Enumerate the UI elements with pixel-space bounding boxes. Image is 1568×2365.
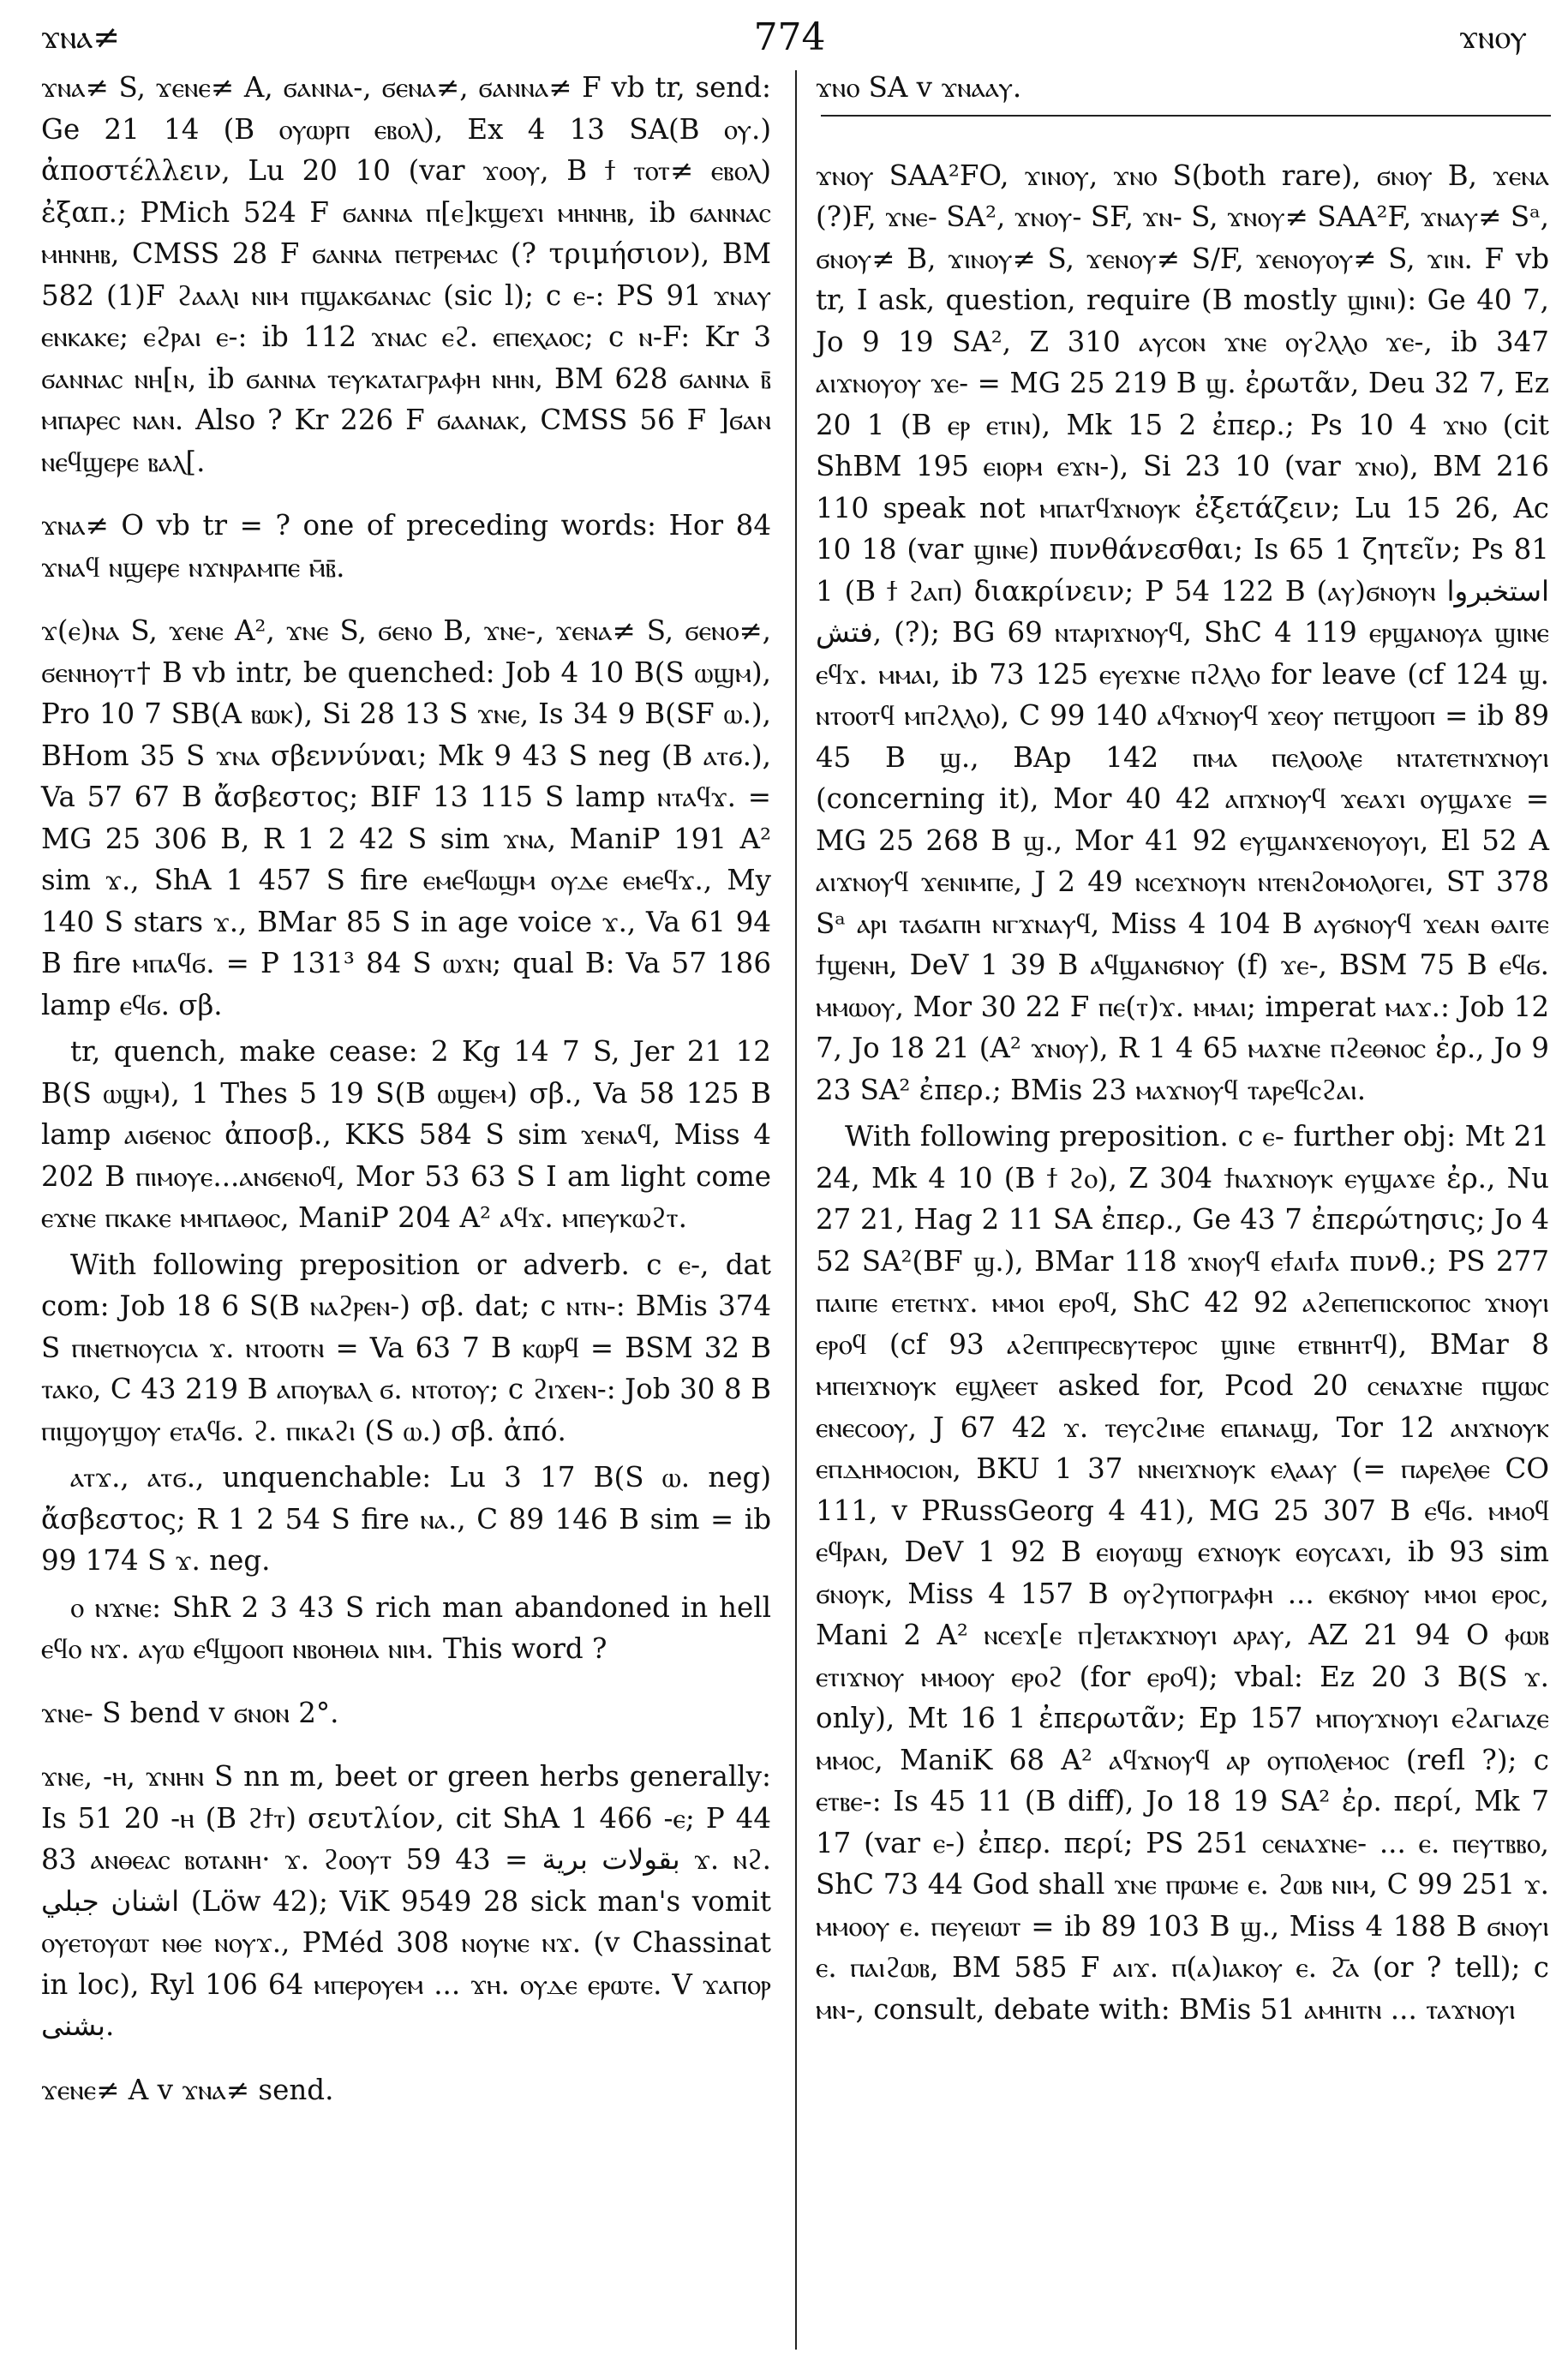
column-divider xyxy=(795,70,797,2350)
entry-jnou-prepositions: With following preposition. c ⲉ- further obj: Mt 21 24, Mk 4 10 (B ϯ ϩⲟ), Z 304 ϯⲛⲁϫⲛⲟⲩⲕ ⲉⲩϣⲁϫⲉ ἐρ., Nu 27 21, Hag 2 11 SA ἐπερ., Ge 43 7 ἐπερώτησις; Jo 4 52 SA²(BF ϣ.), BMar 118 ϫⲛⲟⲩϥ ⲉϯⲁⲓϯⲁ πυνθ.; PS 277 ⲡⲁⲓⲡⲉ ⲉⲧⲉⲧⲛϫ. ⲙⲙⲟⲓ ⲉⲣⲟϥ, ShC 42 92 ⲁϩⲉⲡⲉⲡⲓⲥⲕⲟⲡⲟⲥ ϫⲛⲟⲩⲓ ⲉⲣⲟϥ (cf 93 ⲁϩⲉⲡⲡⲣⲉⲥⲃⲩⲧⲉⲣⲟⲥ ϣⲓⲛⲉ ⲉⲧⲃⲏⲏⲧϥ), BMar 8 ⲙⲡⲉⲓϫⲛⲟⲩⲕ ⲉϣⲗⲉⲉⲧ asked for, Pcod 20 ⲥⲉⲛⲁϫⲛⲉ ⲡϣⲱⲥ ⲉⲛⲉⲥⲟⲟⲩ, J 67 42 ϫ. ⲧⲉⲩⲥϩⲓⲙⲉ ⲉⲡⲁⲛⲁϣ, Tor 12 ⲁⲛϫⲛⲟⲩⲕ ⲉⲡⲇⲏⲙⲟⲥⲓⲟⲛ, BKU 1 37 ⲛⲛⲉⲓϫⲛⲟⲩⲕ ⲉⲗⲁⲁⲩ (= ⲡⲁⲣⲉⲗⲑⲉ CO 111, v PRussGeorg 4 41), MG 25 307 B ⲉϥϭ. ⲙⲙⲟϥ ⲉϥⲣⲁⲛ, DeV 1 92 B ⲉⲓⲟⲩⲱϣ ⲉϫⲛⲟⲩⲕ ⲉⲟⲩⲥⲁϫⲓ, ib 93 sim ϭⲛⲟⲩⲕ, Miss 4 157 B ⲟⲩϩⲩⲡⲟⲅⲣⲁⲫⲏ ... ⲉⲕϭⲛⲟⲩ ⲙⲙⲟⲓ ⲉⲣⲟⲥ, Mani 2 A² ⲛⲥⲉϫ[ⲉ ⲡ]ⲉⲧⲁⲕϫⲛⲟⲩⲓ ⲁⲣⲁⲩ, AZ 21 94 O ⲫⲱⲃ ⲉⲧⲓϫⲛⲟⲩ ⲙⲙⲟⲟⲩ ⲉⲣⲟϩ (for ⲉⲣⲟϥ); vbal: Ez 20 3 B(S ϫ. only), Mt 16 1 ἐπερωτᾶν; Ep 157 ⲙⲡⲟⲩϫⲛⲟⲩⲓ ⲉϩⲁⲅⲓⲁⲍⲉ ⲙⲙⲟⲥ, ManiK 68 A² ⲁϥϫⲛⲟⲩϥ ⲁⲣ ⲟⲩⲡⲟⲗⲉⲙⲟⲥ (refl ?); c ⲉⲧⲃⲉ-: Is 45 11 (B diff), Jo 18 19 SA² ἐρ. περί, Mk 7 17 (var ⲉ-) ἐπερ. περί; PS 251 ⲥⲉⲛⲁϫⲛⲉ- ... ⲉ. ⲡⲉⲩⲧⲃⲃⲟ, ShC 73 44 God shall ϫⲛⲉ ⲡⲣⲱⲙⲉ ⲉ. ϩⲱⲃ ⲛⲓⲙ, C 99 251 ϫ. ⲙⲙⲟⲟⲩ ⲉ. ⲡⲉⲩⲉⲓⲱⲧ = ib 89 103 B ϣ., Miss 4 188 B ϭⲛⲟⲩⲓ ⲉ. ⲡⲁⲓϩⲱⲃ, BM 585 F ⲁⲓϫ. ⲡ(ⲁ)ⲓⲁⲕⲟⲩ ⲉ. ϩ̄ⲁ (or ? tell); c ⲙⲛ-, consult, debate with: BMis 51 ⲁⲙⲏⲓⲧⲛ ... ⲧⲁϫⲛⲟⲩⲓ xyxy=(816,1120,1549,2026)
entry-jne-beet: ϫⲛⲉ, -ⲏ, ϫⲛⲏⲛ S nn m, beet or green herbs generally: Is 51 20 -ⲏ (B ϩϯⲧ) σευτλίον, cit ShA 1 466 -ⲉ; P 44 83 ⲁⲛⲑⲉⲁⲥ ⲃⲟⲧⲁⲛⲏ· ϫ. ϩⲟⲟⲩⲧ بقولات برية = 43 59 ϫ. ⲛϩ. اشنان جبلي (Löw 42); ViK 9549 28 sick man's vomit ⲟⲩⲉⲧⲟⲩⲱⲧ ⲛⲑⲉ ⲛⲟⲩϫ., PMéd 308 ⲛⲟⲩⲛⲉ ⲛϫ. (v Chassinat in loc), Ryl 106 64 ⲙⲡⲉⲣⲟⲩⲉⲙ ... ϫⲏ. ⲟⲩⲇⲉ ⲉⲣⲱⲧⲉ. V ϫⲁⲡⲟⲣ بشنى. xyxy=(41,1760,771,2042)
entry-jno: ϫⲛⲟ SA v ϫⲛⲁⲁⲩ. xyxy=(816,71,1022,104)
entry-jena-unquenchable: ⲁⲧϫ., ⲁⲧϭ., unquenchable: Lu 3 17 B(S ⲱ. neg) ἄσβεστος; R 1 2 54 S fire ⲛⲁ., C 89 146 B sim = ib 99 174 S ϫ. neg. xyxy=(41,1461,771,1577)
header-right-headword: ϫⲛⲟⲩ xyxy=(1458,17,1527,56)
left-column xyxy=(41,67,771,2116)
entry-jena-prepositions: With following preposition or adverb. c ⲉ-, dat com: Job 18 6 S(B ⲛⲁϩⲣⲉⲛ-) σβ. dat; c ⲛⲧⲛ-: BMis 374 S ⲡⲛⲉⲧⲛⲟⲩⲥⲓⲁ ϫ. ⲛⲧⲟⲟⲧⲛ = Va 63 7 B ⲕⲱⲣϥ = BSM 32 B ⲧⲁⲕⲟ, C 43 219 B ⲁⲡⲟⲩⲃⲁⲗ ϭ. ⲛⲧⲟⲧⲟⲩ; c ϩⲓϫⲉⲛ-: Job 30 8 B ⲡⲓϣⲟⲩϣⲟⲩ ⲉⲧⲁϥϭ. ϩ. ⲡⲓⲕⲁϩⲓ (S ⲱ.) σβ. ἀπό. xyxy=(41,1248,771,1447)
page-header xyxy=(41,7,1527,67)
entry-jena-quenched: ϫ(ⲉ)ⲛⲁ S, ϫⲉⲛⲉ A², ϫⲛⲉ S, ϭⲉⲛⲟ B, ϫⲛⲉ-, ϫⲉⲛⲁ≠ S, ϭⲉⲛⲟ≠, ϭⲉⲛⲏⲟⲩⲧ† B vb intr, be quenched: Job 4 10 B(S ⲱϣⲙ), Pro 10 7 SB(A ⲃⲱⲕ), Si 28 13 S ϫⲛⲉ, Is 34 9 B(SF ⲱ.), BHom 35 S ϫⲛⲁ σβεννύναι; Mk 9 43 S neg (B ⲁⲧϭ.), Va 57 67 B ἄσβεστος; BIF 13 115 S lamp ⲛⲧⲁϥϫ. = MG 25 306 B, R 1 2 42 S sim ϫⲛⲁ, ManiP 191 A² sim ϫ., ShA 1 457 S fire ⲉⲙⲉϥⲱϣⲙ ⲟⲩⲇⲉ ⲉⲙⲉϥϫ., My 140 S stars ϫ., BMar 85 S in age voice ϫ., Va 61 94 B fire ⲙⲡⲁϥϭ. = P 131³ 84 S ⲱϫⲛ; qual B: Va 57 186 lamp ⲉϥϭ. σβ. xyxy=(41,614,771,1021)
header-left-headword: ϫⲛⲁ≠ xyxy=(41,17,121,56)
entry-jne-bend: ϫⲛⲉ- S bend v ϭⲛⲟⲛ 2°. xyxy=(41,1696,339,1729)
entry-jena-o-njne: ⲟ ⲛϫⲛⲉ: ShR 2 3 43 S rich man abandoned in hell ⲉϥⲟ ⲛϫ. ⲁⲩⲱ ⲉϥϣⲟⲟⲡ ⲛⲃⲟⲏⲑⲓⲁ ⲛⲓⲙ. This word ? xyxy=(41,1590,771,1665)
entry-jene-send: ϫⲉⲛⲉ≠ A v ϫⲛⲁ≠ send. xyxy=(41,2073,334,2106)
page-number: 774 xyxy=(753,15,826,59)
entry-jnou-ask: ϫⲛⲟⲩ SAA²FO, ϫⲓⲛⲟⲩ, ϫⲛⲟ S(both rare), ϭⲛⲟⲩ B, ϫⲉⲛⲁ (?)F, ϫⲛⲉ- SA², ϫⲛⲟⲩ- SF, ϫⲛ- S, ϫⲛⲟⲩ≠ SAA²F, ϫⲛⲁⲩ≠ Sᵃ, ϭⲛⲟⲩ≠ B, ϫⲓⲛⲟⲩ≠ S, ϫⲉⲛⲟⲩ≠ S/F, ϫⲉⲛⲟⲩⲟⲩ≠ S, ϫⲓⲛ. F vb tr, I ask, question, require (B mostly ϣⲓⲛⲓ): Ge 40 7, Jo 9 19 SA², Z 310 ⲁⲩⲥⲟⲛ ϫⲛⲉ ⲟⲩϩⲗⲗⲟ ϫⲉ-, ib 347 ⲁⲓϫⲛⲟⲩⲟⲩ ϫⲉ- = MG 25 219 B ϣ. ἐρωτᾶν, Deu 32 7, Ez 20 1 (B ⲉⲣ ⲉⲧⲓⲛ), Mk 15 2 ἐπερ.; Ps 10 4 ϫⲛⲟ (cit ShBM 195 ⲉⲓⲟⲣⲙ ⲉϫⲛ-), Si 23 10 (var ϫⲛⲟ), BM 216 110 speak not ⲙⲡⲁⲧϥϫⲛⲟⲩⲕ ἐξετάζειν; Lu 15 26, Ac 10 18 (var ϣⲓⲛⲉ) πυνθάνεσθαι; Is 65 1 ζητεῖν; Ps 81 1 (B ϯ ϩⲁⲡ) διακρίνειν; P 54 122 B (ⲁⲩ)ϭⲛⲟⲩⲛ استخبروا ,فتش (?); BG 69 ⲛⲧⲁⲣⲓϫⲛⲟⲩϥ, ShC 4 119 ⲉⲣϣⲁⲛⲟⲩⲁ ϣⲓⲛⲉ ⲉϥϫ. ⲙⲙⲁⲓ, ib 73 125 ⲉⲩⲉϫⲛⲉ ⲡϩⲗⲗⲟ for leave (cf 124 ϣ. ⲛⲧⲟⲟⲧϥ ⲙⲡϩⲗⲗⲟ), C 99 140 ⲁϥϫⲛⲟⲩϥ ϫⲉⲟⲩ ⲡⲉⲧϣⲟⲟⲡ = ib 89 45 B ϣ., BAp 142 ⲡⲙⲁ ⲡⲉⲗⲟⲟⲗⲉ ⲛⲧⲁⲧⲉⲧⲛϫⲛⲟⲩⲓ (concerning it), Mor 40 42 ⲁⲡϫⲛⲟⲩϥ ϫⲉⲁϫⲓ ⲟⲩϣⲁϫⲉ = MG 25 268 B ϣ., Mor 41 92 ⲉⲩϣⲁⲛϫⲉⲛⲟⲩⲟⲩⲓ, El 52 A ⲁⲓϫⲛⲟⲩϥ ϫⲉⲛⲓⲙⲡⲉ, J 2 49 ⲛⲥⲉϫⲛⲟⲩⲛ ⲛⲧⲉⲛϩⲟⲙⲟⲗⲟⲅⲉⲓ, ST 378 Sᵃ ⲁⲣⲓ ⲧⲁϭⲁⲡⲏ ⲛⲅϫⲛⲁⲩϥ, Miss 4 104 B ⲁⲩϭⲛⲟⲩϥ ϫⲉⲁⲛ ⲑⲁⲓⲧⲉ ϯϣⲉⲛⲏ, DeV 1 39 B ⲁϥϣⲁⲛϭⲛⲟⲩ (f) ϫⲉ-, BSM 75 B ⲉϥϭ. ⲙⲙⲱⲟⲩ, Mor 30 22 F ⲡⲉ(ⲧ)ϫ. ⲙⲙⲁⲓ; imperat ⲙⲁϫ.: Job 12 7, Jo 18 21 (A² ϫⲛⲟⲩ), R 1 4 65 ⲙⲁϫⲛⲉ ⲡϩⲉⲑⲛⲟⲥ ἐρ., Jo 9 23 SA² ἐπερ.; BMis 23 ⲙⲁϫⲛⲟⲩϥ ⲧⲁⲣⲉϥⲥϩⲁⲓ. xyxy=(816,159,1549,1106)
entry-jna-send: ϫⲛⲁ≠ S, ϫⲉⲛⲉ≠ A, ϭⲁⲛⲛⲁ-, ϭⲉⲛⲁ≠, ϭⲁⲛⲛⲁ≠ F vb tr, send: Ge 21 14 (B ⲟⲩⲱⲣⲡ ⲉⲃⲟⲗ), Ex 4 13 SA(B ⲟⲩ.) ἀποστέλλειν, Lu 20 10 (var ϫⲟⲟⲩ, B ϯ ⲧⲟⲧ≠ ⲉⲃⲟⲗ) ἐξαπ.; PMich 524 F ϭⲁⲛⲛⲁ ⲡ[ⲉ]ⲕϣⲉϫⲓ ⲙⲏⲛⲏⲃ, ib ϭⲁⲛⲛⲁⲥ ⲙⲏⲛⲏⲃ, CMSS 28 F ϭⲁⲛⲛⲁ ⲡⲉⲧⲣⲉⲙⲁⲥ (? τριμήσιον), BM 582 (1)F ϩⲁⲁⲗⲓ ⲛⲓⲙ ⲡϣⲁⲕϭⲁⲛⲁⲥ (sic l); c ⲉ-: PS 91 ϫⲛⲁⲩ ⲉⲛⲕⲁⲕⲉ; ⲉϩⲣⲁⲓ ⲉ-: ib 112 ϫⲛⲁⲥ ⲉϩ. ⲉⲡⲉⲭⲁⲟⲥ; c ⲛ-F: Kr 3 ϭⲁⲛⲛⲁⲥ ⲛⲏ[ⲛ, ib ϭⲁⲛⲛⲁ ⲧⲉⲩⲕⲁⲧⲁⲅⲣⲁⲫⲏ ⲛⲏⲛ, BM 628 ϭⲁⲛⲛⲁ ⲃ̄ ⲙⲡⲁⲣⲉⲥ ⲛⲁⲛ. Also ? Kr 226 F ϭⲁⲁⲛⲁⲕ, CMSS 56 F ]ϭⲁⲛ ⲛⲉϥϣⲉⲣⲉ ⲃⲁⲗ[. xyxy=(41,71,771,478)
entry-jena-tr: tr, quench, make cease: 2 Kg 14 7 S, Jer 21 12 B(S ⲱϣⲙ), 1 Thes 5 19 S(B ⲱϣⲉⲙ) σβ., Va 58 125 B lamp ⲁⲓϭⲉⲛⲟⲥ ἀποσβ., KKS 584 S sim ϫⲉⲛⲁϥ, Miss 4 202 B ⲡⲓⲙⲟⲩⲉ...ⲁⲛϭⲉⲛⲟϥ, Mor 53 63 S I am light come ⲉϫⲛⲉ ⲡⲕⲁⲕⲉ ⲙⲙⲡⲁⲑⲟⲥ, ManiP 204 A² ⲁϥϫ. ⲙⲡⲉⲩⲕⲱϩⲧ. xyxy=(41,1035,771,1234)
entry-jna-o: ϫⲛⲁ≠ O vb tr = ? one of preceding words: Hor 84 ϫⲛⲁϥ ⲛϣⲉⲣⲉ ⲛϫⲛⲣⲁⲙⲡⲉ ⲙ̄ⲃ̄. xyxy=(41,509,771,584)
right-column xyxy=(816,67,1549,2035)
